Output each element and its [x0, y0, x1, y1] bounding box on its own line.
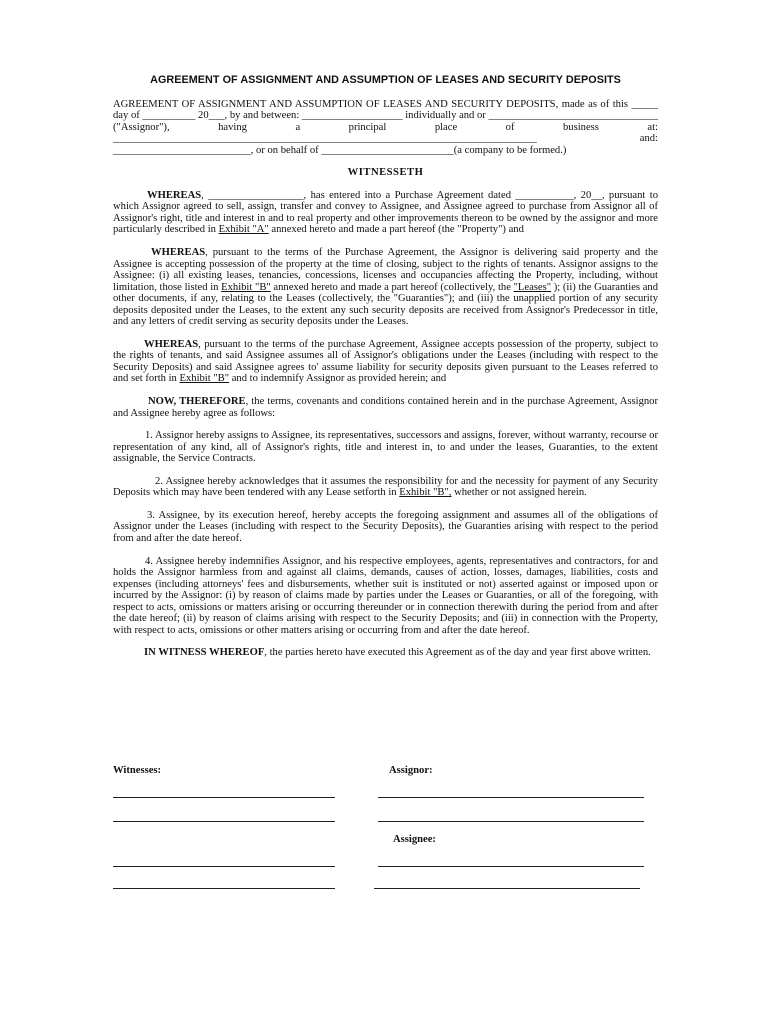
clause-3: 3. Assignee, by its execution hereof, hereby accepts the foregoing assignment and assumes all of the obligations of Assignor under the Leases (including with respect to the Security Deposits), the Guaranties arising with respect to the period from and after the date hereof.: [113, 509, 658, 544]
document-page: [113, 66, 658, 670]
whereas-text: and to indemnify Assignor as provided herein; and: [229, 373, 447, 385]
whereas-text: , __________________, has entered into a Purchase Agreement dated ___________, 20__, pursuant to which Assignor agreed to sell, assign, transfer and convey to Assignee, and Assignee agreed to purchase from Assignor all of Assignor's right, title and interest in and to real property and other improvements thereon to be owned by the assignor and more particularly described in: [113, 189, 658, 236]
clause-2: [113, 476, 658, 499]
witness-signature-line: [113, 888, 335, 889]
whereas-text: , pursuant to the terms of the Purchase Agreement, the Assignor is delivering said property and the Assignee is accepting possession of the property at the time of closing, subject to the rights of tenants. Assignor assigns to the Assignee: (i) all existing leases, tenancies, concessions, licenses and occupancies affecting the Property, including, without limitation, those listed in: [113, 247, 658, 293]
whereas-text: annexed hereto and made a part hereof (the "Property") and: [268, 224, 524, 236]
exhibit-b-reference: Exhibit "B",: [399, 487, 452, 499]
document-title: AGREEMENT OF ASSIGNMENT AND ASSUMPTION OF LEASES AND SECURITY DEPOSITS: [150, 74, 621, 86]
clause-1: 1. Assignor hereby assigns to Assignee, its representatives, successors and assigns, forever, without warranty, recourse or representation of any kind, all of Assignor's rights, title and interest in, to and under the leases, Guaranties, to the extent assignable, the Service Contracts.: [113, 430, 658, 465]
whereas-lead: WHEREAS: [144, 338, 199, 350]
now-therefore-paragraph: [113, 396, 658, 419]
whereas-text: ); (ii) the Guaranties and other documents, if any, relating to the Leases (collectively, the "Guaranties"); and (iii) the unapplied portion of any security deposits deposited under the Leases, to the extent any such security deposits are received from Assignor's Predecessor in title, and any letters of credit serving as security deposits under the Leases.: [113, 281, 658, 328]
witness-signature-line: [113, 821, 335, 822]
whereas-paragraph-3: [113, 339, 658, 385]
assignor-signature-line: [378, 797, 644, 798]
intro-paragraph: AGREEMENT OF ASSIGNMENT AND ASSUMPTION OF LEASES AND SECURITY DEPOSITS, made as of this _____ day of __________ 20___, by and between: ___________________ individually and or ________________________________ ("Assignor"), having a principal place of business at: ________________________________________________________________________________ and: __________________________, or on behalf of _________________________(a company to be formed.): [113, 98, 658, 156]
whereas-paragraph-2: [113, 247, 658, 328]
whereas-paragraph-1: [113, 190, 658, 236]
witnesseth-heading: WITNESSETH: [347, 167, 424, 179]
in-witness-paragraph: [113, 647, 658, 659]
whereas-text: , pursuant to the terms of the purchase Agreement, Assignee accepts possession of the property, subject to the rights of tenants, and said Assignee assumes all of Assignor's obligations under the Leases (including with respect to the Security Deposits) and said Assignee agrees to' assume liability for security deposits given pursuant to the Leases referred to and set forth in: [113, 338, 658, 385]
whereas-lead: WHEREAS: [147, 189, 202, 201]
in-witness-lead: IN WITNESS WHEREOF: [144, 647, 265, 659]
whereas-lead: WHEREAS: [151, 247, 206, 259]
assignee-label: Assignee:: [393, 834, 436, 845]
assignor-signature-line: [378, 821, 644, 822]
assignee-signature-line: [374, 888, 640, 889]
assignee-signature-line: [378, 866, 644, 867]
exhibit-a-reference: Exhibit "A": [218, 224, 269, 236]
now-therefore-lead: NOW, THEREFORE: [148, 396, 246, 408]
witness-signature-line: [113, 866, 335, 867]
clause-text: whether or not assigned herein.: [451, 487, 587, 499]
exhibit-b-reference: Exhibit "B": [221, 281, 271, 293]
leases-term: "Leases": [513, 281, 552, 293]
clause-text: 2. Assignee hereby acknowledges that it assumes the responsibility for and the necessity for payment of any Security Deposits which may have been tendered with any Lease setforth in: [113, 475, 658, 499]
witness-signature-line: [113, 797, 335, 798]
whereas-text: annexed hereto and made a part hereof (collectively, the: [270, 281, 514, 293]
clause-4: 4. Assignee hereby indemnifies Assignor, and his respective employees, agents, representatives and contractors, for and holds the Assignor harmless from and against all claims, demands, causes of action, losses, damages, liabilities, costs and expenses (including attorneys' fees and disbursements, whether suit is instituted or not) asserted against or imposed upon or incurred by the Assignor: (i) by reason of claims made by parties under the Leases or Guaranties, or all of the foregoing, with respect to acts, omissions or matters arising or occurring thereunder or in connection therewith during the period from and after the date hereof; (ii) by reason of claims arising with respect to the Security Deposits; and (iii) in connection with the Property, with respect to acts, omissions or other matters arising or occurring from and after the date hereof.: [113, 555, 658, 636]
exhibit-b-reference: Exhibit "B": [179, 373, 230, 385]
assignor-label: Assignor:: [389, 765, 433, 776]
witnesses-label: Witnesses:: [113, 765, 162, 776]
in-witness-text: , the parties hereto have executed this Agreement as of the day and year first above written.: [264, 647, 651, 659]
now-therefore-text: , the terms, covenants and conditions contained herein and in the purchase Agreement, Assignor and Assignee hereby agree as follows:: [113, 396, 658, 419]
